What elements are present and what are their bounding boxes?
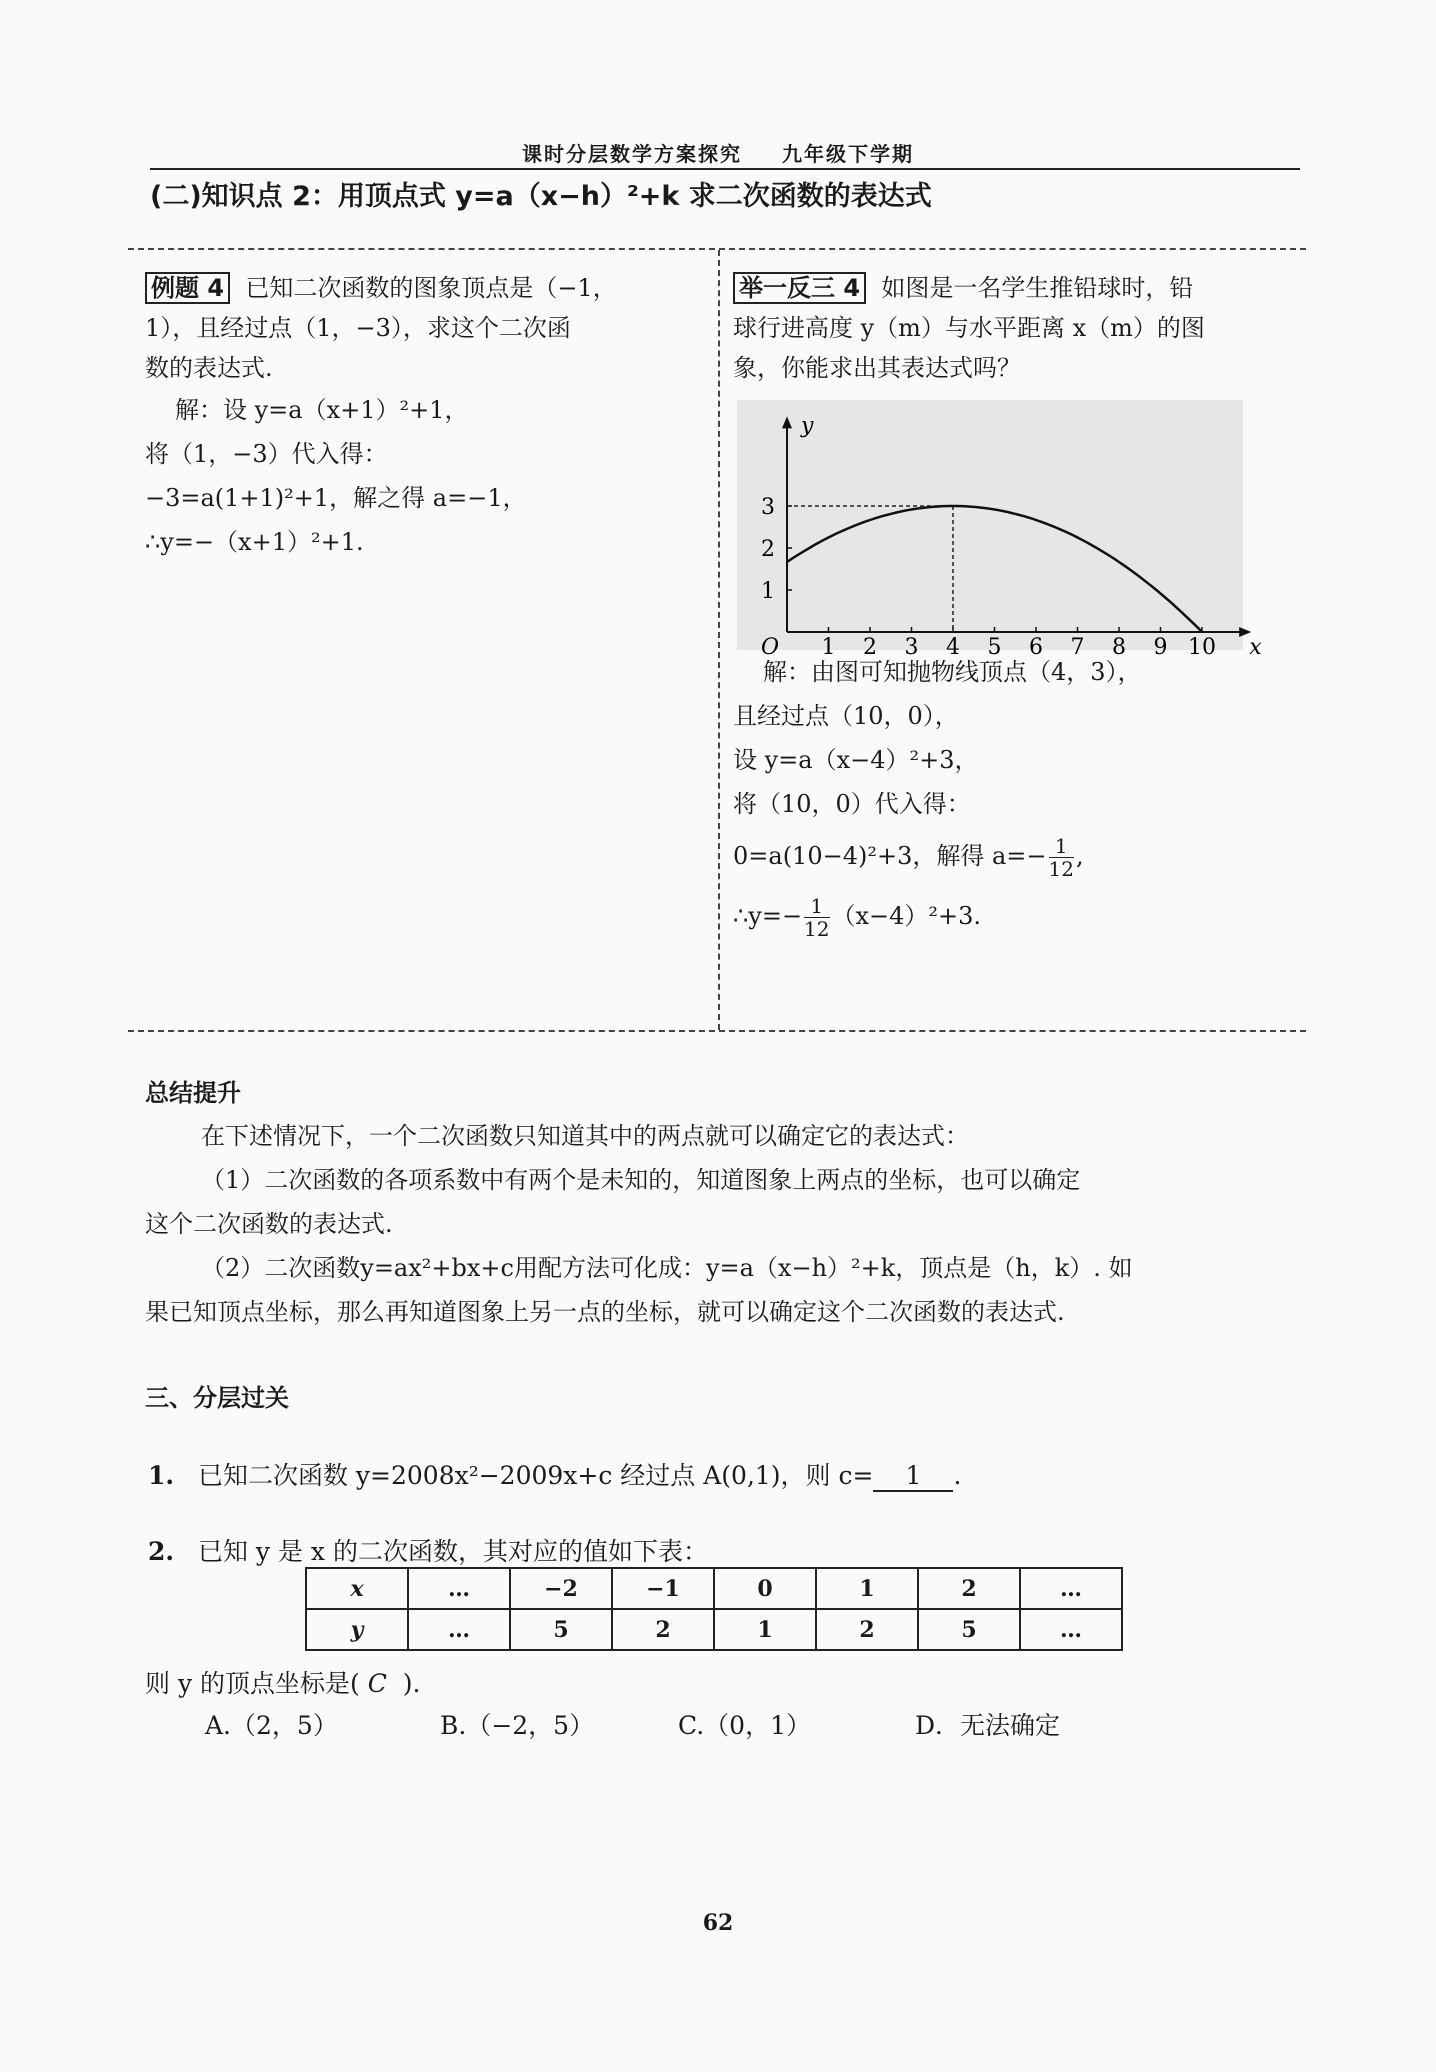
option-d: D．无法确定 — [915, 1711, 1061, 1740]
table-cell: −2 — [510, 1568, 612, 1609]
table-cell: … — [1020, 1609, 1122, 1650]
value-table — [305, 1567, 1123, 1651]
x-tick-label: 4 — [946, 635, 960, 660]
table-cell: 2 — [918, 1568, 1020, 1609]
practice-4-solution-6-post: （x−4）²+3. — [831, 902, 982, 930]
question-1-number: 1. — [148, 1461, 175, 1490]
question-1 — [148, 1456, 961, 1492]
practice-4 — [733, 268, 1303, 388]
table-cell: x — [306, 1568, 408, 1609]
example-4-solution-3: −3=a(1+1)²+1，解之得 a=−1， — [145, 484, 527, 512]
question-1-text: 已知二次函数 y=2008x²−2009x+c 经过点 A(0,1)，则 c= — [197, 1461, 874, 1490]
example-4-solution-2: 将（1，−3）代入得： — [145, 440, 388, 468]
x-tick-label: 1 — [821, 635, 836, 660]
example-4 — [145, 268, 705, 564]
summary-point-2a: （2）二次函数y=ax²+bx+c用配方法可化成：y=a（x−h）²+k，顶点是（h，k）. 如 — [201, 1254, 1133, 1282]
trajectory-chart — [737, 400, 1262, 660]
fraction-denominator: 12 — [1048, 857, 1074, 881]
header-left: 课时分层数学方案探究 — [522, 142, 742, 166]
section-3-title: 三、分层过关 — [145, 1384, 289, 1412]
fraction-numerator-2: 1 — [804, 895, 829, 918]
origin-label: O — [761, 635, 780, 660]
example-4-question-3: 数的表达式. — [145, 354, 273, 382]
table-cell: 2 — [816, 1609, 918, 1650]
practice-4-solution-5-text: 0=a(10−4)²+3，解得 a=− — [733, 842, 1047, 870]
header-right: 九年级下学期 — [782, 142, 914, 166]
practice-4-solution-4: 将（10，0）代入得： — [733, 790, 971, 818]
option-c: C.（0，1） — [678, 1711, 811, 1740]
frame-center-dash — [718, 250, 720, 1030]
y-tick-label: 1 — [761, 579, 775, 604]
question-1-answer: 1 — [873, 1461, 953, 1492]
y-tick-label: 3 — [761, 495, 775, 520]
fraction-one-twelfth-2 — [804, 895, 829, 940]
summary-intro: 在下述情况下，一个二次函数只知道其中的两点就可以确定它的表达式： — [201, 1122, 969, 1150]
practice-4-solution-3: 设 y=a（x−4）²+3， — [733, 746, 979, 774]
practice-4-solution-2: 且经过点（10，0）， — [733, 702, 959, 730]
table-cell: … — [1020, 1568, 1122, 1609]
table-cell: 5 — [510, 1609, 612, 1650]
fraction-one-twelfth — [1049, 835, 1074, 880]
practice-4-question-1: 如图是一名学生推铅球时，铅 — [881, 274, 1194, 302]
y-tick-label: 2 — [761, 537, 775, 562]
practice-4-solution-1: 解：由图可知抛物线顶点（4，3）， — [763, 658, 1142, 686]
practice-4-solution — [733, 650, 1303, 946]
question-2-answer: C — [367, 1669, 387, 1698]
table-cell: −1 — [612, 1568, 714, 1609]
frame-bottom-dash — [128, 1030, 1306, 1032]
x-tick-label: 3 — [904, 635, 919, 660]
practice-4-question-3: 象，你能求出其表达式吗？ — [733, 354, 1021, 382]
x-axis-label: x — [1249, 635, 1262, 660]
x-tick-label: 8 — [1112, 635, 1126, 660]
table-cell: … — [408, 1568, 510, 1609]
table-row-y — [306, 1609, 1122, 1650]
table-cell: 1 — [714, 1609, 816, 1650]
x-tick-label: 9 — [1153, 635, 1168, 660]
frame-top-dash — [128, 248, 1306, 250]
practice-4-solution-5: 0=a(10−4)²+3，解得 a=− $\frac{1}{12}$ , — [733, 834, 1084, 881]
table-cell: y — [306, 1609, 408, 1650]
x-tick-label: 5 — [987, 635, 1002, 660]
question-2-text: 已知 y 是 x 的二次函数，其对应的值如下表： — [197, 1537, 708, 1566]
fraction-denominator-2: 12 — [804, 917, 830, 941]
summary-point-1a: （1）二次函数的各项系数中有两个是未知的，知道图象上两点的坐标，也可以确定 — [201, 1166, 1081, 1194]
table-cell: … — [408, 1609, 510, 1650]
summary-point-2b: 果已知顶点坐标，那么再知道图象上另一点的坐标，就可以确定这个二次函数的表达式. — [145, 1298, 1065, 1326]
example-4-question-2: 1），且经过点（1，−3），求这个二次函 — [145, 314, 571, 342]
example-4-solution-4: ∴y=−（x+1）²+1. — [145, 528, 364, 556]
summary-block — [145, 1072, 1305, 1334]
fraction-numerator: 1 — [1049, 835, 1074, 858]
parabola-curve — [787, 506, 1202, 632]
practice-4-solution-6-pre: ∴y=− — [733, 902, 803, 930]
running-header — [0, 138, 1436, 167]
question-2-number: 2. — [148, 1537, 175, 1566]
option-a: A.（2，5） — [205, 1711, 338, 1740]
x-tick-label: 7 — [1070, 635, 1085, 660]
table-cell: 5 — [918, 1609, 1020, 1650]
knowledge-point-title: (二)知识点 2：用顶点式 y=a（x−h）²+k 求二次函数的表达式 — [150, 181, 932, 212]
example-4-label: 例题 4 — [145, 272, 230, 304]
question-1-end: . — [953, 1461, 962, 1490]
example-4-solution-1: 解：设 y=a（x+1）²+1， — [175, 396, 469, 424]
summary-title: 总结提升 — [145, 1079, 241, 1107]
table-row-x — [306, 1568, 1122, 1609]
table-cell: 1 — [816, 1568, 918, 1609]
option-b: B.（−2，5） — [440, 1711, 595, 1740]
x-tick-label: 10 — [1188, 635, 1216, 660]
question-2-ask-post: ). — [402, 1669, 421, 1698]
x-tick-label: 2 — [863, 635, 877, 660]
question-2 — [148, 1532, 708, 1568]
y-axis-label: y — [801, 413, 814, 439]
x-tick-label: 6 — [1029, 635, 1043, 660]
table-cell: 0 — [714, 1568, 816, 1609]
practice-4-question-2: 球行进高度 y（m）与水平距离 x（m）的图 — [733, 314, 1205, 342]
table-cell: 2 — [612, 1609, 714, 1650]
header-rule — [150, 168, 1300, 170]
page-number: 62 — [702, 1910, 734, 1936]
practice-4-solution-6 — [733, 886, 1303, 946]
question-2-ask — [145, 1664, 420, 1700]
question-2-ask-pre: 则 y 的顶点坐标是( — [145, 1669, 360, 1698]
example-4-question-1: 已知二次函数的图象顶点是（−1， — [245, 274, 617, 302]
summary-point-1b: 这个二次函数的表达式. — [145, 1210, 393, 1238]
practice-4-label: 举一反三 4 — [733, 272, 866, 304]
y-axis-arrow — [782, 416, 792, 428]
